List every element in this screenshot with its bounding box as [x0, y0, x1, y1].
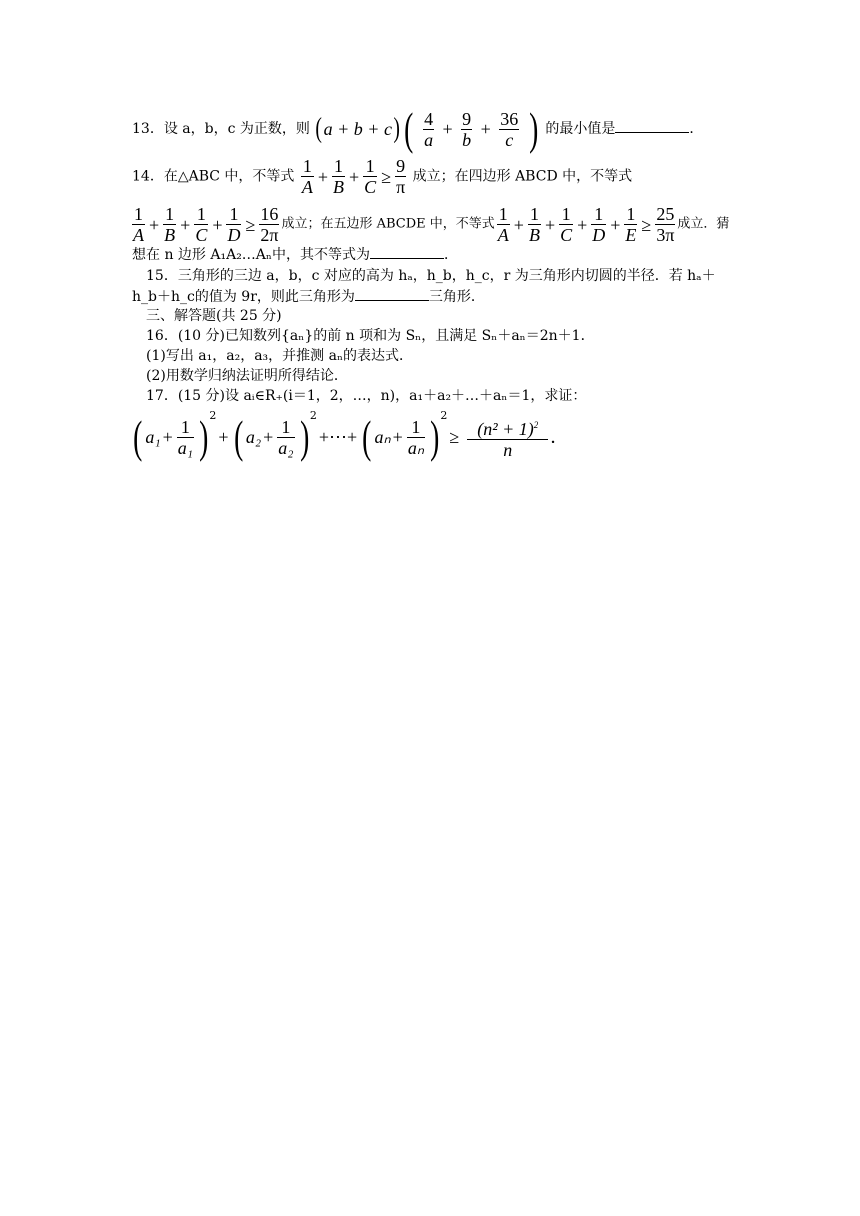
- p13-frac-4a: $\frac{4}{a}$: [424, 108, 434, 150]
- problem-13: 13．设 a，b，c 为正数，则 (a + b + c)( $\frac{4}{a}$ + $\frac{9}{b}$ + $\frac{36}{c}$ ) 的最小值是 ．: [132, 103, 704, 154]
- problem-16-line1: 16．(10 分)已知数列{aₙ}的前 n 项和为 Sₙ，且满足 Sₙ＋aₙ＝2n＋1．: [146, 328, 595, 344]
- section-3-heading: 三、解答题(共 25 分): [146, 308, 282, 324]
- problem-14-line1: 14．在△ABC 中，不等式 $\frac{1}{A}$ + $\frac{1}{B}$ + $\frac{1}{C}$ ≥ $\frac{9}{\pi}$ 成立；在四边形 ABCD 中，不等式: [132, 156, 633, 197]
- problem-16-line3: (2)用数学归纳法证明所得结论．: [146, 368, 348, 384]
- p14-blank: [370, 244, 444, 259]
- p13-sum: a + b + c: [323, 119, 392, 139]
- p13-prefix: 13．设 a，b，c 为正数，则: [132, 121, 310, 137]
- problem-14-line3: 想在 n 边形 A₁A₂…Aₙ中，其不等式为 ．: [132, 244, 458, 265]
- problem-17-inequality: ( a₁ + $\frac{1}{\text{a₁}}$ )$^2$+ ( a₂ + $\frac{1}{\text{a₂}}$ )$^2$+⋯+ ( aₙ + $\frac{1}{\text{aₙ}}$ )$^2$≥ $\frac{(n^2 + 1)^2}{n}$ ．: [133, 409, 569, 462]
- p15-blank: [355, 286, 429, 301]
- p13-frac-36c: $\frac{36}{c}$: [500, 108, 519, 150]
- problem-15-line1: 15．三角形的三边 a，b，c 对应的高为 hₐ，h_b，h_c，r 为三角形内切圆的半径．若 hₐ＋: [146, 268, 716, 284]
- p13-blank: [615, 118, 689, 133]
- p13-frac-9b: $\frac{9}{b}$: [462, 108, 472, 150]
- problem-16-line2: (1)写出 a₁，a₂，a₃，并推测 aₙ的表达式．: [146, 348, 414, 364]
- problem-15-line2: h_b＋h_c的值为 9r，则此三角形为 三角形．: [132, 286, 485, 307]
- problem-17-line1: 17．(15 分)设 aᵢ∈R₊(i＝1，2，…，n)，a₁＋a₂＋…＋aₙ＝1，求证：: [146, 388, 587, 404]
- p13-suffix: 的最小值是: [545, 121, 616, 137]
- problem-14-line2: $\frac{1}{A}$ + $\frac{1}{B}$ + $\frac{1}{C}$ + $\frac{1}{D}$ ≥ $\frac{16}{2\pi}$ 成立；在五边形 ABCDE 中，不等式 $\frac{1}{A}$ + $\frac{1}{B}$ + $\frac{1}{C}$ + $\frac{1}{D}$ + $\frac{1}{E}$ ≥ $\frac{25}{3\pi}$ 成立．猜: [133, 204, 730, 245]
